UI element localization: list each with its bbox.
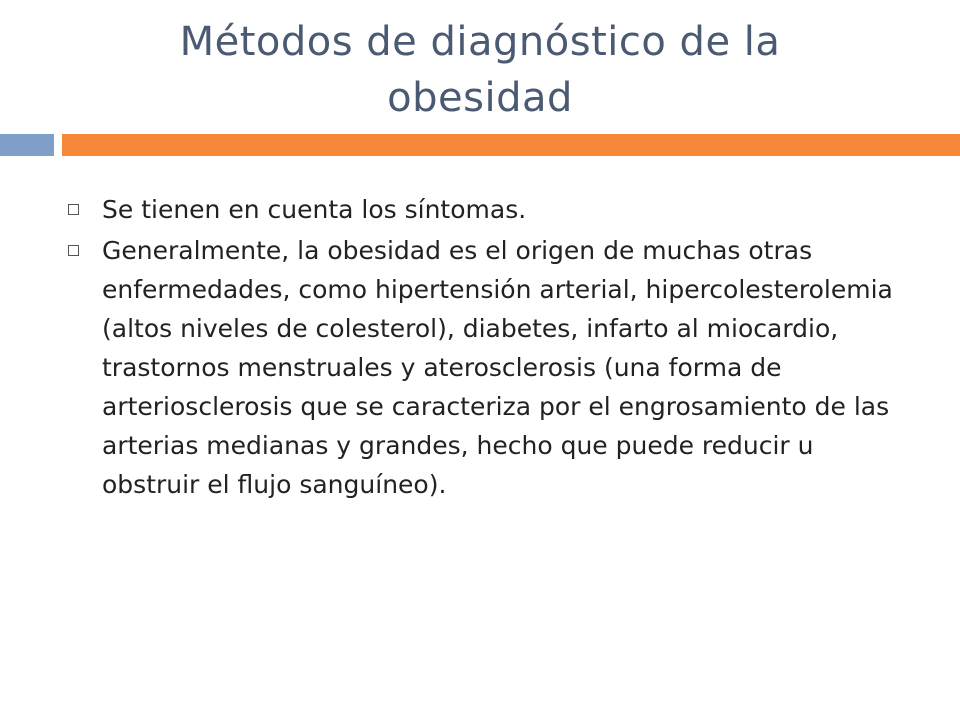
bullet-list xyxy=(66,190,916,506)
bullet-text: Generalmente, la obesidad es el origen de muchas otras enfermedades, como hipertensión arterial, hipercolesterolemia (altos niveles de colesterol), diabetes, infarto al miocardio, trastornos menstruales y aterosclerosis (una forma de arteriosclerosis que se caracteriza por el engrosamiento de las arterias medianas y grandes, hecho que puede reducir u obstruir el flujo sanguíneo). xyxy=(102,236,893,499)
accent-bar-orange xyxy=(62,134,960,156)
square-bullet-icon xyxy=(68,204,79,215)
bullet-item xyxy=(66,190,916,229)
slide-title xyxy=(0,14,960,126)
slide-title-line-2: obesidad xyxy=(387,75,573,121)
square-bullet-icon xyxy=(68,245,79,256)
bullet-text: Se tienen en cuenta los síntomas. xyxy=(102,195,527,224)
accent-bar-blue xyxy=(0,134,54,156)
bullet-item xyxy=(66,231,916,504)
slide-title-line-1: Métodos de diagnóstico de la xyxy=(179,19,781,65)
